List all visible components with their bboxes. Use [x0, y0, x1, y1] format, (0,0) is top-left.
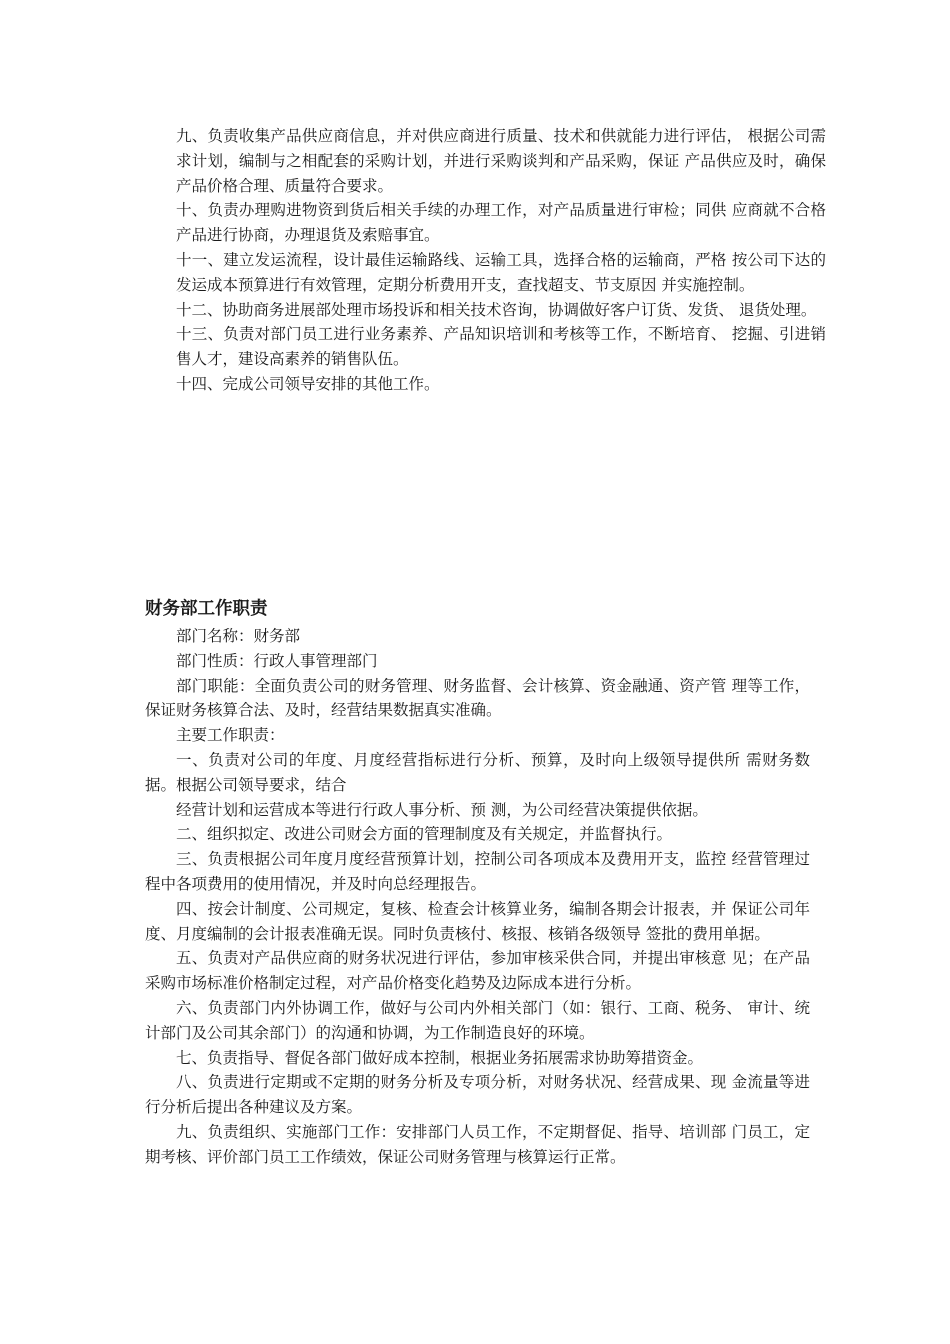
finance-section: [145, 596, 810, 1170]
main-duties-label: 主要工作职责：: [176, 726, 285, 745]
finance-duty-1a: 一、负责对公司的年度、月度经营指标进行分析、预算，及时向上级领导提供所 需财务数据。根据公司领导要求，结合: [145, 750, 810, 794]
dept-name: 部门名称：财务部: [176, 627, 301, 645]
dept-nature: 部门性质：行政人事管理部门: [176, 651, 378, 670]
finance-duty-7: 七、负责指导、督促各部门做好成本控制，根据业务拓展需求协助筹措资金。: [176, 1048, 704, 1067]
finance-duty-4: 四、按会计制度、公司规定，复核、检查会计核算业务，编制各期会计报表，并 保证公司年度、月度编制的会计报表准确无误。同时负责核付、核报、核销各级领导 签批的费用单据。: [145, 899, 810, 943]
finance-duty-2: 二、组织拟定、改进公司财会方面的管理制度及有关规定，并监督执行。: [176, 825, 673, 844]
finance-duty-5: 五、负责对产品供应商的财务状况进行评估，参加审核采供合同，并提出审核意 见；在产品采购市场标准价格制定过程，对产品价格变化趋势及边际成本进行分析。: [145, 949, 810, 993]
sales-duties-continued: [176, 124, 826, 397]
finance-duty-6: 六、负责部门内外协调工作，做好与公司内外相关部门（如：银行、工商、税务、 审计、统计部门及公司其余部门）的沟通和协调，为工作制造良好的环境。: [145, 998, 810, 1042]
duty-item-13: 十三、负责对部门员工进行业务素养、产品知识培训和考核等工作，不断培育、 挖掘、引进销售人才，建设高素养的销售队伍。: [176, 325, 826, 369]
duty-item-14: 十四、完成公司领导安排的其他工作。: [176, 374, 440, 393]
finance-duty-9: 九、负责组织、实施部门工作：安排部门人员工作，不定期督促、指导、培训部 门员工，定期考核、评价部门员工工作绩效，保证公司财务管理与核算运行正常。: [145, 1122, 810, 1166]
duty-item-11: 十一、建立发运流程，设计最佳运输路线、运输工具，选择合格的运输商，严格 按公司下达的发运成本预算进行有效管理，定期分析费用开支，查找超支、节支原因 并实施控制。: [176, 250, 826, 294]
finance-duty-1b: 经营计划和运营成本等进行行政人事分析、预 测，为公司经营决策提供依据。: [176, 800, 708, 819]
duty-item-12: 十二、协助商务进展部处理市场投诉和相关技术咨询，协调做好客户订货、发货、 退货处理。: [176, 300, 817, 319]
dept-function: 部门职能：全面负责公司的财务管理、财务监督、会计核算、资金融通、资产管 理等工作，保证财务核算合法、及时，经营结果数据真实准确。: [145, 676, 810, 720]
duty-item-10: 十、负责办理购进物资到货后相关手续的办理工作，对产品质量进行审检；同供 应商就不合格产品进行协商，办理退货及索赔事宜。: [176, 201, 826, 245]
finance-duty-8: 八、负责进行定期或不定期的财务分析及专项分析，对财务状况、经营成果、现 金流量等进行分析后提出各种建议及方案。: [145, 1073, 810, 1117]
section-title: 财务部工作职责: [145, 599, 268, 619]
finance-duty-3: 三、负责根据公司年度月度经营预算计划，控制公司各项成本及费用开支，监控 经营管理过程中各项费用的使用情况，并及时向总经理报告。: [145, 850, 810, 893]
duty-item-9: 九、负责收集产品供应商信息，并对供应商进行质量、技术和供就能力进行评估， 根据公司需求计划，编制与之相配套的采购计划，并进行采购谈判和产品采购，保证 产品供应及时，确保产品价格合理、质量符合要求。: [176, 127, 826, 195]
